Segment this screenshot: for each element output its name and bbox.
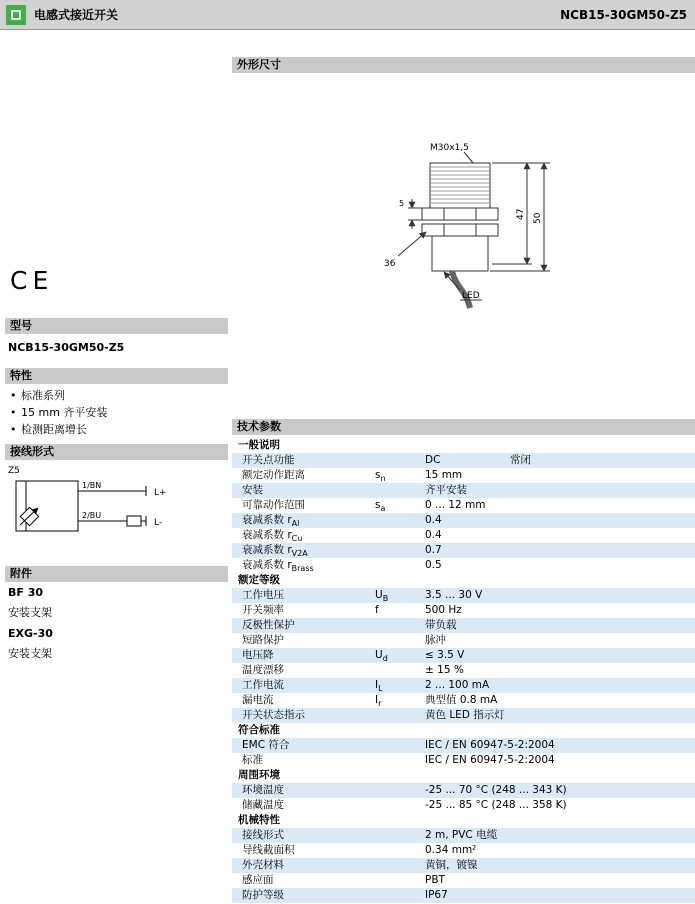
row-value: PBT bbox=[425, 874, 445, 886]
table-row bbox=[232, 693, 695, 708]
row-label: EMC 符合 bbox=[242, 739, 290, 751]
row-value: 2 m, PVC 电缆 bbox=[425, 829, 498, 841]
table-row bbox=[232, 588, 695, 603]
row-label: 可靠动作范围 bbox=[242, 499, 305, 511]
row-value: 齐平安装 bbox=[425, 484, 467, 496]
row-value: 0.4 bbox=[425, 529, 442, 541]
row-symbol: $s_a$ bbox=[375, 499, 386, 514]
row-value: 0.5 bbox=[425, 559, 442, 571]
row-value: -25 ... 85 °C (248 ... 358 K) bbox=[425, 799, 567, 811]
row-value: 0.34 mm² bbox=[425, 844, 477, 856]
table-row bbox=[232, 873, 695, 888]
features-list bbox=[8, 387, 107, 438]
row-value: 0.7 bbox=[425, 544, 442, 556]
part-number: NCB15-30GM50-Z5 bbox=[560, 7, 687, 22]
terminal-plus-label: L+ bbox=[154, 488, 167, 498]
feature-item: • 15 mm 齐平安装 bbox=[8, 404, 107, 421]
row-label: 储藏温度 bbox=[242, 799, 284, 811]
tech-section-header: 技术参数 bbox=[232, 419, 695, 435]
table-row bbox=[232, 738, 695, 753]
row-label: 安装 bbox=[242, 484, 263, 496]
length-50-dim-label: 50 bbox=[533, 212, 543, 224]
row-label: 防护等级 bbox=[242, 889, 284, 901]
row-value: 带负载 bbox=[425, 619, 457, 631]
row-symbol: $s_n$ bbox=[375, 469, 386, 484]
thread-barrel bbox=[430, 163, 490, 208]
table-row bbox=[232, 753, 695, 768]
hex-nut bbox=[422, 208, 498, 220]
row-symbol: $I_L$ bbox=[375, 679, 383, 694]
row-symbol: $U_B$ bbox=[375, 589, 389, 604]
row-value: 15 mm bbox=[425, 469, 463, 481]
row-label: 额定动作距离 bbox=[242, 469, 305, 481]
row-value: 3.5 ... 30 V bbox=[425, 589, 483, 601]
accessory-name: BF 30 bbox=[8, 586, 44, 599]
row-value: DC 常闭 bbox=[425, 454, 531, 466]
sensor-housing bbox=[432, 236, 488, 271]
row-value: 典型值 0.8 mA bbox=[425, 694, 498, 706]
row-value: 0.4 bbox=[425, 514, 442, 526]
section-title-text: 额定等级 bbox=[238, 574, 280, 586]
thread-dim-label: M30x1,5 bbox=[430, 143, 469, 153]
features-section-header: 特性 bbox=[5, 368, 228, 384]
row-label: 开关点功能 bbox=[242, 454, 295, 466]
table-row bbox=[232, 798, 695, 813]
table-row bbox=[232, 498, 695, 513]
wire-1-label: 1/BN bbox=[82, 481, 102, 490]
row-value: 500 Hz bbox=[425, 604, 462, 616]
row-label: 漏电流 bbox=[242, 694, 274, 706]
row-value: IEC / EN 60947-5-2:2004 bbox=[425, 754, 555, 766]
led-label: LED bbox=[462, 291, 480, 301]
left-column bbox=[0, 0, 230, 904]
hex-nut bbox=[422, 224, 498, 236]
row-value: ± 15 % bbox=[425, 664, 464, 676]
page-title: 电感式接近开关 bbox=[34, 8, 119, 22]
wiring-diagram bbox=[6, 463, 181, 548]
row-label: 感应面 bbox=[242, 874, 274, 886]
table-row bbox=[232, 858, 695, 873]
table-row bbox=[232, 453, 695, 468]
table-row bbox=[232, 468, 695, 483]
row-value: ≤ 3.5 V bbox=[425, 649, 465, 661]
row-symbol: $U_d$ bbox=[375, 649, 388, 664]
row-value: 黄色 LED 指示灯 bbox=[425, 709, 505, 721]
table-row bbox=[232, 708, 695, 723]
section-title-text: 机械特性 bbox=[238, 814, 280, 826]
load-symbol bbox=[127, 516, 141, 526]
table-row bbox=[232, 558, 695, 573]
table-row bbox=[232, 603, 695, 618]
row-label: 环境温度 bbox=[242, 784, 284, 796]
row-label: 短路保护 bbox=[242, 634, 284, 646]
table-row bbox=[232, 648, 695, 663]
row-label: 温度漂移 bbox=[242, 664, 284, 676]
table-section-title bbox=[232, 723, 695, 738]
row-label: 开关频率 bbox=[242, 604, 284, 616]
row-value: 黄铜，镀镍 bbox=[425, 859, 478, 871]
connection-section-header: 接线形式 bbox=[5, 444, 228, 460]
table-row bbox=[232, 843, 695, 858]
section-title-text: 周围环境 bbox=[238, 769, 280, 781]
cable bbox=[452, 271, 470, 308]
row-symbol: $I_r$ bbox=[375, 694, 382, 709]
right-column bbox=[232, 0, 695, 904]
length-47-dim-label: 47 bbox=[516, 208, 526, 220]
row-label: 电压降 bbox=[242, 649, 274, 661]
sensor-body bbox=[16, 481, 78, 531]
table-row bbox=[232, 783, 695, 798]
table-row bbox=[232, 663, 695, 678]
across-flats-dim-label: 36 bbox=[384, 259, 396, 269]
table-section-title bbox=[232, 813, 695, 828]
row-value: IEC / EN 60947-5-2:2004 bbox=[425, 739, 555, 751]
model-section-header: 型号 bbox=[5, 318, 228, 334]
row-label: 外壳材料 bbox=[242, 859, 284, 871]
row-value: -25 ... 70 °C (248 ... 343 K) bbox=[425, 784, 567, 796]
accessory-name: EXG-30 bbox=[8, 627, 53, 640]
row-label: 标准 bbox=[242, 754, 263, 766]
row-label: 衰减系数 $r_{V2A}$ bbox=[242, 544, 308, 558]
table-row bbox=[232, 888, 695, 903]
dimensions-section-header: 外形尺寸 bbox=[232, 57, 695, 73]
table-row bbox=[232, 633, 695, 648]
row-label: 开关状态指示 bbox=[242, 709, 305, 721]
table-row bbox=[232, 828, 695, 843]
row-label: 反极性保护 bbox=[242, 619, 295, 631]
row-value: IP67 bbox=[425, 889, 448, 901]
feature-item: • 检测距离增长 bbox=[8, 421, 107, 438]
section-title-text: 一般说明 bbox=[238, 439, 280, 451]
row-label: 衰减系数 $r_{Cu}$ bbox=[242, 529, 303, 543]
row-label: 导线截面积 bbox=[242, 844, 295, 856]
table-section-title bbox=[232, 573, 695, 588]
accessories-section-header: 附件 bbox=[5, 566, 228, 582]
table-row bbox=[232, 543, 695, 558]
model-value: NCB15-30GM50-Z5 bbox=[8, 341, 125, 354]
row-label: 工作电流 bbox=[242, 679, 284, 691]
table-row bbox=[232, 513, 695, 528]
table-row bbox=[232, 528, 695, 543]
table-row bbox=[232, 483, 695, 498]
row-symbol: f bbox=[375, 604, 379, 616]
wire-2-label: 2/BU bbox=[82, 511, 102, 520]
ce-mark: CE bbox=[10, 266, 54, 295]
table-section-title bbox=[232, 768, 695, 783]
row-value: 0 ... 12 mm bbox=[425, 499, 486, 511]
table-row bbox=[232, 678, 695, 693]
section-title-text: 符合标准 bbox=[238, 724, 280, 736]
tech-table bbox=[232, 438, 695, 903]
table-row bbox=[232, 618, 695, 633]
terminal-minus-label: L- bbox=[154, 518, 163, 528]
feature-item: • 标准系列 bbox=[8, 387, 107, 404]
row-value: 脉冲 bbox=[425, 634, 446, 646]
row-label: 衰减系数 $r_{Al}$ bbox=[242, 514, 300, 528]
row-label: 工作电压 bbox=[242, 589, 284, 601]
dimension-drawing bbox=[380, 138, 580, 323]
row-label: 接线形式 bbox=[242, 829, 284, 841]
row-value: 2 ... 100 mA bbox=[425, 679, 490, 691]
wiring-variant-label: Z5 bbox=[8, 466, 20, 476]
accessory-desc: 安装支架 bbox=[8, 647, 52, 660]
accessory-desc: 安装支架 bbox=[8, 606, 52, 619]
table-section-title bbox=[232, 438, 695, 453]
nut-thickness-dim-label: 5 bbox=[399, 199, 405, 208]
row-label: 衰减系数 $r_{Brass}$ bbox=[242, 559, 314, 573]
